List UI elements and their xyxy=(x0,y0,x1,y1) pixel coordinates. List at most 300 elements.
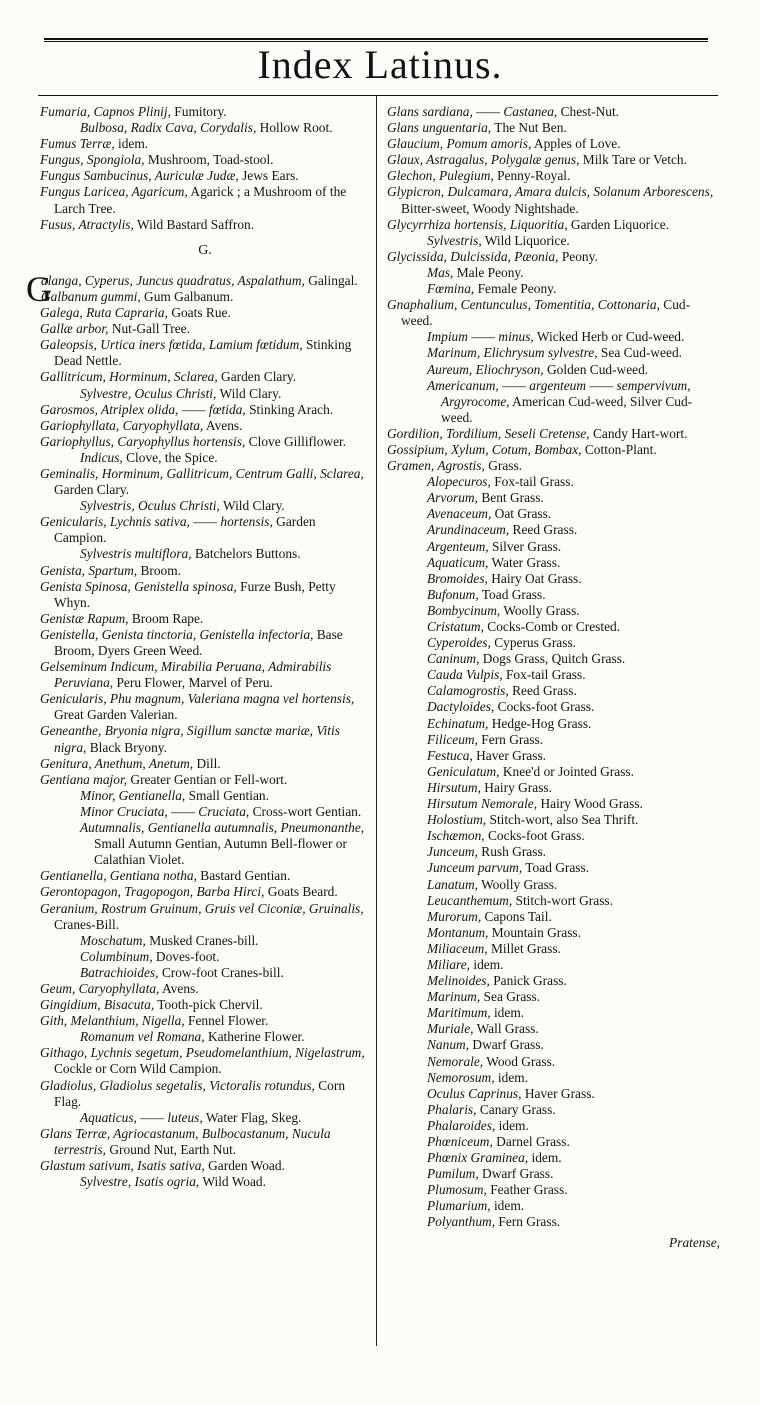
latin-name: Fœmina, xyxy=(427,281,475,297)
english-name: Penny-Royal. xyxy=(493,168,571,184)
latin-name: Genistella, Genista tinctoria, Genistella infectoria, xyxy=(40,626,314,642)
english-name: Cocks-Comb or Crested. xyxy=(483,619,621,634)
latin-name: Phalaris, xyxy=(427,1101,477,1117)
index-entry xyxy=(40,466,370,498)
latin-name: Geneanthe, Bryonia nigra, Sigillum sanctæ mariæ, Vitis nigra, xyxy=(40,723,340,755)
english-name: Clove Gilliflower. xyxy=(245,433,347,449)
latin-name: Githago, Lychnis segetum, Pseudomelanthium, Nigelastrum, xyxy=(40,1045,365,1061)
index-entry xyxy=(40,659,370,691)
english-name: Fumitory. xyxy=(170,104,227,119)
english-name: Cud-weed. xyxy=(401,297,691,329)
latin-name: Mas, xyxy=(427,264,454,280)
latin-name: Nemorale, xyxy=(427,1053,484,1069)
latin-name: Galega, Ruta Capraria, xyxy=(40,305,168,321)
index-entry xyxy=(40,104,370,120)
english-name: Broom Rape. xyxy=(128,610,204,626)
latin-name: Fungus Sambucinus, Auriculæ Judæ, xyxy=(40,168,239,184)
english-name: Bitter-sweet, Woody Nightshade. xyxy=(401,200,579,216)
column-divider xyxy=(376,96,377,1346)
english-name: Capons Tail. xyxy=(481,908,552,924)
latin-name: Geum, Caryophyllata, xyxy=(40,980,160,996)
index-entry xyxy=(427,345,720,361)
english-name: Sea Cud-weed. xyxy=(597,345,682,361)
latin-name: Aquaticum, xyxy=(427,554,489,570)
english-name: Water Grass. xyxy=(488,554,561,570)
english-name: Goats Beard. xyxy=(264,884,338,900)
index-entry xyxy=(80,933,370,949)
index-entry xyxy=(40,418,370,434)
latin-name: Sylvestre, Isatis ogria, xyxy=(80,1174,200,1190)
english-name: Wild Clary. xyxy=(219,498,285,514)
english-name: Hairy Wood Grass. xyxy=(537,796,643,812)
index-entry xyxy=(427,973,720,989)
index-entry xyxy=(427,587,720,603)
index-entry xyxy=(40,611,370,627)
english-name: Katherine Flower. xyxy=(204,1029,305,1045)
title-rule xyxy=(38,95,718,96)
english-name: Panick Grass. xyxy=(489,973,567,989)
english-name: Cotton-Plant. xyxy=(581,441,657,457)
latin-name: Oculus Caprinus, xyxy=(427,1085,522,1101)
latin-name: Avenaceum, xyxy=(427,506,492,522)
index-entry xyxy=(387,168,720,184)
latin-name: Genicularis, Lychnis sativa, —— hortensis, xyxy=(40,514,273,530)
index-entry xyxy=(427,265,720,281)
index-entry xyxy=(387,217,720,233)
index-entry xyxy=(427,329,720,345)
latin-name: Plumosum, xyxy=(427,1182,487,1198)
index-entry xyxy=(80,450,370,466)
english-name: Mushroom, Toad-stool. xyxy=(144,152,274,168)
index-entry xyxy=(40,1045,370,1077)
english-name: Darnel Grass. xyxy=(492,1134,570,1149)
latin-name: Muriale, xyxy=(427,1021,474,1037)
latin-name: Gossipium, Xylum, Cotum, Bombax, xyxy=(387,441,582,457)
latin-name: Bombycinum, xyxy=(427,602,501,618)
latin-name: Gentianella, Gentiana notha, xyxy=(40,868,197,884)
index-entry xyxy=(427,1102,720,1118)
index-entry xyxy=(387,442,720,458)
index-entry xyxy=(427,603,720,619)
index-entry xyxy=(80,546,370,562)
latin-name: Gramen, Agrostis, xyxy=(387,458,485,474)
latin-name: Batrachioides, xyxy=(80,964,159,980)
latin-name: Minor Cruciata, —— Cruciata, xyxy=(80,803,250,819)
index-entry xyxy=(387,297,720,329)
latin-name: Glaux, Astragalus, Polygalæ genus, xyxy=(387,152,580,168)
index-entry xyxy=(80,498,370,514)
latin-name: Genicularis, Phu magnum, Valeriana magna vel hortensis, xyxy=(40,691,355,707)
english-name: Millet Grass. xyxy=(487,940,561,956)
english-name: American Cud-weed, Silver Cud-weed. xyxy=(441,393,693,425)
english-name: Oat Grass. xyxy=(491,506,552,522)
english-name: Golden Cud-weed. xyxy=(543,361,649,377)
english-name: Base Broom, Dyers Green Weed. xyxy=(54,626,343,658)
latin-name: Geranium, Rostrum Gruinum, Gruis vel Ciconiæ, Gruinalis, xyxy=(40,900,364,916)
english-name: Fox-tail Grass. xyxy=(502,667,586,683)
index-entry xyxy=(427,1037,720,1053)
latin-name: Gariophyllus, Caryophyllus hortensis, xyxy=(40,433,246,449)
index-entry xyxy=(427,378,720,426)
index-entry xyxy=(427,925,720,941)
latin-name: Fungus, Spongiola, xyxy=(40,152,145,168)
english-name: idem. xyxy=(494,1069,529,1085)
index-entry xyxy=(40,723,370,755)
latin-name: Minor, Gentianella, xyxy=(80,787,186,803)
english-name: Garden Liquorice. xyxy=(567,216,670,232)
index-entry xyxy=(427,1214,720,1230)
english-name: Batchelors Buttons. xyxy=(191,546,301,562)
index-entry xyxy=(427,635,720,651)
index-entry xyxy=(427,989,720,1005)
index-entry xyxy=(40,289,370,305)
index-entry xyxy=(427,1118,720,1134)
english-name: idem. xyxy=(490,1005,525,1021)
english-name: Cyperus Grass. xyxy=(490,635,577,651)
index-entry xyxy=(427,539,720,555)
latin-name: alanga, Cyperus, Juncus quadratus, Aspalathum, xyxy=(41,272,305,288)
english-name: Dwarf Grass. xyxy=(469,1037,544,1053)
latin-name: Echinatum, xyxy=(427,715,489,731)
index-entry xyxy=(387,136,720,152)
index-entry xyxy=(427,683,720,699)
latin-name: Sylvestris, xyxy=(427,232,482,248)
english-name: Fern Grass. xyxy=(477,731,544,747)
english-name: idem. xyxy=(495,1117,529,1133)
latin-name: Aquaticus, —— luteus, xyxy=(80,1109,203,1125)
index-entry xyxy=(427,362,720,378)
latin-name: Murorum, xyxy=(427,908,482,924)
latin-name: Nanum, xyxy=(427,1037,470,1053)
english-name: Stinking Dead Nettle. xyxy=(54,337,352,369)
english-name: Musked Cranes-bill. xyxy=(145,932,259,948)
latin-name: Miliare, xyxy=(427,956,471,972)
index-entry xyxy=(427,1070,720,1086)
index-entry xyxy=(40,514,370,546)
index-entry xyxy=(427,1054,720,1070)
latin-name: Hirsutum Nemorale, xyxy=(427,796,538,812)
english-name: Dogs Grass, Quitch Grass. xyxy=(479,651,626,667)
index-entry xyxy=(427,796,720,812)
english-name: Stinking Arach. xyxy=(245,401,334,417)
latin-name: Nemorosum, xyxy=(427,1069,495,1085)
index-entry xyxy=(40,1158,370,1174)
english-name: Hedge-Hog Grass. xyxy=(488,715,592,731)
english-name: Garden Woad. xyxy=(204,1158,285,1173)
page-title: Index Latinus. xyxy=(257,42,503,87)
latin-name: Bromoides, xyxy=(427,570,488,586)
latin-name: Romanum vel Romana, xyxy=(80,1029,205,1045)
latin-name: Junceum parvum, xyxy=(427,860,523,876)
index-entry xyxy=(40,997,370,1013)
english-name: Fern Grass. xyxy=(495,1214,561,1230)
latin-name: Calamogrostis, xyxy=(427,683,509,699)
english-name: Toad Grass. xyxy=(478,586,546,602)
english-name: Reed Grass. xyxy=(509,522,578,538)
index-entry xyxy=(40,579,370,611)
index-entry xyxy=(80,1110,370,1126)
english-name: Cocks-foot Grass. xyxy=(494,699,595,715)
english-name: idem. xyxy=(114,136,149,152)
english-name: Agarick ; a Mushroom of the Larch Tree. xyxy=(54,184,347,216)
latin-name: Genista Spinosa, Genistella spinosa, xyxy=(40,578,237,594)
english-name: Stitch-wort, also Sea Thrift. xyxy=(486,812,639,828)
index-entry xyxy=(427,474,720,490)
latin-name: Gordilion, Tordilium, Seseli Cretense, xyxy=(387,425,590,441)
latin-name: Ischæmon, xyxy=(427,828,485,844)
catchword: Pratense, xyxy=(669,1234,720,1250)
latin-name: Cauda Vulpis, xyxy=(427,667,503,683)
index-entry xyxy=(427,571,720,587)
english-name: Wild Liquorice. xyxy=(481,232,570,248)
english-name: Cocks-foot Grass. xyxy=(484,828,585,844)
latin-name: Melinoides, xyxy=(427,973,490,989)
english-name: Wall Grass. xyxy=(473,1021,539,1037)
latin-name: Geminalis, Horminum, Gallitricum, Centrum Galli, Sclarea, xyxy=(40,465,364,481)
index-entry xyxy=(427,667,720,683)
english-name: idem. xyxy=(528,1150,562,1166)
index-entry xyxy=(427,1005,720,1021)
latin-name: Gallæ arbor, xyxy=(40,321,109,337)
index-entry xyxy=(387,184,720,216)
latin-name: Maritimum, xyxy=(427,1005,491,1021)
index-entry xyxy=(427,619,720,635)
latin-name: Junceum, xyxy=(427,844,478,860)
latin-name: Gallitricum, Horminum, Sclarea, xyxy=(40,369,218,385)
latin-name: Montanum, xyxy=(427,924,489,940)
english-name: Peony. xyxy=(558,248,598,264)
latin-name: Genitura, Anethum, Anetum, xyxy=(40,755,194,771)
latin-name: Arvorum, xyxy=(427,490,478,506)
english-name: Female Peony. xyxy=(474,281,557,297)
latin-name: Dactyloides, xyxy=(427,699,495,715)
english-name: Clove, the Spice. xyxy=(122,449,218,465)
latin-name: Alopecuros, xyxy=(427,474,491,490)
english-name: Wild Clary. xyxy=(216,385,282,401)
english-name: Milk Tare or Vetch. xyxy=(579,152,687,168)
english-name: Reed Grass. xyxy=(508,683,577,699)
index-entry xyxy=(427,828,720,844)
index-entry xyxy=(80,1174,370,1190)
english-name: Chest-Nut. xyxy=(557,104,620,119)
english-name: Black Bryony. xyxy=(86,739,167,755)
latin-name: Gelseminum Indicum, Mirabilia Peruana, Admirabilis Peruviana, xyxy=(40,659,332,691)
english-name: Toad Grass. xyxy=(522,860,590,876)
english-name: Canary Grass. xyxy=(476,1101,556,1117)
english-name: Avens. xyxy=(203,417,243,433)
english-name: Woolly Grass. xyxy=(477,876,558,892)
english-name: Bent Grass. xyxy=(477,490,544,506)
index-entry xyxy=(427,1150,720,1166)
index-entry xyxy=(80,804,370,820)
index-entry xyxy=(427,844,720,860)
english-name: Haver Grass. xyxy=(472,747,546,763)
latin-name: Geniculatum, xyxy=(427,763,500,779)
latin-name: Fumus Terræ, xyxy=(40,136,115,152)
english-name: Cockle or Corn Wild Campion. xyxy=(54,1061,222,1077)
english-name: idem. xyxy=(470,956,504,972)
english-name: Small Gentian. xyxy=(185,787,269,803)
english-name: Broom. xyxy=(137,562,181,578)
english-name: Wild Woad. xyxy=(199,1174,266,1190)
english-name: Stitch-wort Grass. xyxy=(512,892,613,908)
english-name: Garden Campion. xyxy=(54,514,316,546)
index-entry xyxy=(427,1134,720,1150)
index-entry xyxy=(40,369,370,385)
latin-name: Phœnix Graminea, xyxy=(427,1150,529,1166)
index-entry xyxy=(40,136,370,152)
english-name: Silver Grass. xyxy=(488,538,562,554)
english-name: Water Flag, Skeg. xyxy=(202,1109,302,1125)
english-name: Woolly Grass. xyxy=(500,602,580,618)
latin-name: Festuca, xyxy=(427,747,473,763)
latin-name: Aureum, Eliochryson, xyxy=(427,361,544,377)
latin-name: Moschatum, xyxy=(80,932,146,948)
latin-name: Glaucium, Pomum amoris, xyxy=(387,136,532,152)
latin-name: Impium —— minus, xyxy=(427,329,534,345)
english-name: Ground Nut, Earth Nut. xyxy=(105,1141,237,1157)
latin-name: Caninum, xyxy=(427,651,480,667)
latin-name: Polyanthum, xyxy=(427,1214,496,1230)
index-entry xyxy=(40,691,370,723)
latin-name: Autumnalis, Gentianella autumnalis, Pneumonanthe, xyxy=(80,820,365,836)
index-entry xyxy=(387,120,720,136)
latin-name: Sylvestre, Oculus Christi, xyxy=(80,385,217,401)
english-name: Small Autumn Gentian, Autumn Bell-flower or Calathian Violet. xyxy=(94,836,347,868)
index-entry xyxy=(40,884,370,900)
latin-name: Plumarium, xyxy=(427,1198,491,1214)
index-entry xyxy=(387,104,720,120)
letter-heading: G. xyxy=(198,242,212,258)
latin-name: Pumilum, xyxy=(427,1166,479,1182)
english-name: Greater Gentian or Fell-wort. xyxy=(127,771,288,787)
left-column xyxy=(26,104,370,1190)
latin-name: Phœniceum, xyxy=(427,1134,493,1149)
latin-name: Leucanthemum, xyxy=(427,892,513,908)
drop-initial: G xyxy=(26,268,52,309)
index-entry xyxy=(40,152,370,168)
english-name: Peru Flower, Marvel of Peru. xyxy=(113,675,273,691)
latin-name: Gith, Melanthium, Nigella, xyxy=(40,1013,185,1029)
index-entry xyxy=(40,772,370,788)
english-name: Dwarf Grass. xyxy=(478,1166,554,1182)
latin-name: Glans unguentaria, xyxy=(387,120,492,136)
english-name: Wood Grass. xyxy=(483,1053,556,1069)
english-name: Wicked Herb or Cud-weed. xyxy=(533,329,685,345)
index-entry xyxy=(40,1013,370,1029)
english-name: Furze Bush, Petty Whyn. xyxy=(54,578,336,610)
latin-name: Miliaceum, xyxy=(427,940,488,956)
english-name: Corn Flag. xyxy=(54,1077,346,1109)
index-entry xyxy=(427,909,720,925)
latin-name: Glastum sativum, Isatis sativa, xyxy=(40,1158,205,1173)
index-entry xyxy=(427,699,720,715)
index-entry xyxy=(40,184,370,216)
latin-name: Genistæ Rapum, xyxy=(40,610,129,626)
latin-name: Sylvestris, Oculus Christi, xyxy=(80,498,220,514)
index-entry xyxy=(40,321,370,337)
index-entry xyxy=(40,901,370,933)
latin-name: Glypicron, Dulcamara, Amara dulcis, Solanum Arborescens, xyxy=(387,184,714,200)
latin-name: Arundinaceum, xyxy=(427,522,510,538)
index-entry xyxy=(427,877,720,893)
latin-name: Galbanum gummi, xyxy=(41,288,141,304)
english-name: Grass. xyxy=(484,458,523,474)
latin-name: Glycissida, Dulcissida, Pæonia, xyxy=(387,248,559,264)
index-entry xyxy=(40,627,370,659)
index-entry xyxy=(427,1198,720,1214)
index-entry xyxy=(427,748,720,764)
latin-name: Gerontopagon, Tragopogon, Barba Hirci, xyxy=(40,884,265,900)
index-entry xyxy=(80,965,370,981)
english-name: Hollow Root. xyxy=(256,120,333,136)
latin-name: Fungus Laricea, Agaricum, xyxy=(40,184,188,200)
index-entry xyxy=(387,249,720,265)
english-name: Haver Grass. xyxy=(521,1085,595,1101)
latin-name: Cyperoides, xyxy=(427,635,491,651)
index-entry xyxy=(427,490,720,506)
english-name: Fox-tail Grass. xyxy=(490,474,574,490)
right-column xyxy=(387,104,720,1251)
index-entry xyxy=(427,522,720,538)
latin-name: Bulbosa, Radix Cava, Corydalis, xyxy=(80,120,257,136)
index-entry xyxy=(427,732,720,748)
index-entry xyxy=(40,217,370,233)
index-entry xyxy=(427,651,720,667)
english-name: Garden Clary. xyxy=(54,482,129,498)
latin-name: Glechon, Pulegium, xyxy=(387,168,494,184)
latin-name: Glans Terræ, Agriocastanum, Bulbocastanum, Nucula terrestris, xyxy=(40,1125,331,1157)
latin-name: Marinum, xyxy=(427,989,481,1005)
index-entry xyxy=(80,120,370,136)
index-entry xyxy=(40,563,370,579)
english-name: Crow-foot Cranes-bill. xyxy=(158,964,284,980)
latin-name: Americanum, —— argenteum —— sempervivum, Argyrocome, xyxy=(427,377,691,409)
english-name: Bastard Gentian. xyxy=(196,868,291,884)
index-entry xyxy=(427,1166,720,1182)
index-entry xyxy=(387,152,720,168)
latin-name: Sylvestris multiflora, xyxy=(80,546,192,562)
english-name: idem. xyxy=(490,1198,525,1214)
english-name: Knee'd or Jointed Grass. xyxy=(499,763,634,779)
latin-name: Garosmos, Atriplex olida, —— fœtida, xyxy=(40,401,246,417)
latin-name: Bufonum, xyxy=(427,586,479,602)
index-entry xyxy=(427,555,720,571)
latin-name: Lanatum, xyxy=(427,876,478,892)
latin-name: Glycyrrhiza hortensis, Liquoritia, xyxy=(387,216,568,232)
english-name: Cross-wort Gentian. xyxy=(249,803,362,819)
index-entry xyxy=(387,426,720,442)
english-name: Wild Bastard Saffron. xyxy=(133,216,255,232)
english-name: Nut-Gall Tree. xyxy=(108,321,190,337)
latin-name: Indicus, xyxy=(80,449,123,465)
latin-name: Fumaria, Capnos Plinij, xyxy=(40,104,171,119)
latin-name: Fusus, Atractylis, xyxy=(40,216,134,232)
english-name: Sea Grass. xyxy=(480,989,541,1005)
latin-name: Gariophyllata, Caryophyllata, xyxy=(40,417,204,433)
index-entry xyxy=(80,820,370,868)
english-name: Fennel Flower. xyxy=(184,1013,269,1029)
index-entry xyxy=(427,812,720,828)
english-name: Rush Grass. xyxy=(477,844,547,860)
index-entry xyxy=(427,281,720,297)
index-entry xyxy=(80,788,370,804)
index-entry xyxy=(427,957,720,973)
latin-name: Argenteum, xyxy=(427,538,489,554)
english-name: Mountain Grass. xyxy=(488,924,581,940)
english-name: Gum Galbanum. xyxy=(140,288,234,304)
index-entry xyxy=(40,1126,370,1158)
